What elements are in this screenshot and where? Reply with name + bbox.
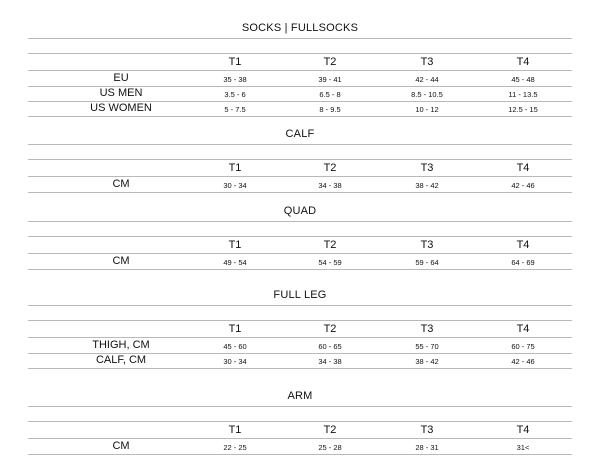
size-value: 42 - 46	[511, 357, 535, 366]
column-header: T4	[516, 162, 530, 174]
divider	[28, 253, 572, 254]
size-value: 54 - 59	[318, 258, 342, 267]
size-value: 8 - 9.5	[319, 105, 341, 114]
size-value: 59 - 64	[415, 258, 439, 267]
divider	[28, 38, 572, 39]
divider	[28, 70, 572, 71]
divider	[28, 320, 572, 321]
divider	[28, 236, 572, 237]
column-header: T2	[323, 239, 337, 251]
size-value: 12.5 - 15	[508, 105, 538, 114]
size-value: 5 - 7.5	[224, 105, 246, 114]
size-value: 34 - 38	[318, 181, 342, 190]
size-value: 64 - 69	[511, 258, 535, 267]
column-header: T3	[420, 239, 434, 251]
column-header: T3	[420, 56, 434, 68]
size-value: 28 - 31	[415, 443, 439, 452]
divider	[28, 159, 572, 160]
size-value: 25 - 28	[318, 443, 342, 452]
column-header: T1	[228, 323, 242, 335]
size-value: 22 - 25	[223, 443, 247, 452]
divider	[28, 368, 572, 369]
column-header: T1	[228, 162, 242, 174]
column-header: T1	[228, 56, 242, 68]
divider	[28, 438, 572, 439]
section-title: QUAD	[283, 205, 317, 217]
divider	[28, 337, 572, 338]
size-value: 60 - 65	[318, 342, 342, 351]
size-value: 31<	[516, 443, 530, 452]
size-value: 45 - 48	[511, 75, 535, 84]
column-header: T4	[516, 239, 530, 251]
size-value: 34 - 38	[318, 357, 342, 366]
row-label: EU	[113, 72, 129, 84]
size-value: 11 - 13.5	[508, 90, 538, 99]
size-value: 42 - 46	[511, 181, 535, 190]
column-header: T4	[516, 56, 530, 68]
column-header: T3	[420, 424, 434, 436]
column-header: T2	[323, 162, 337, 174]
divider	[28, 454, 572, 455]
divider	[28, 53, 572, 54]
row-label: CM	[112, 440, 130, 452]
size-value: 60 - 75	[511, 342, 535, 351]
divider	[28, 305, 572, 306]
column-header: T4	[516, 323, 530, 335]
size-value: 10 - 12	[415, 105, 439, 114]
size-value: 35 - 38	[223, 75, 247, 84]
divider	[28, 221, 572, 222]
column-header: T4	[516, 424, 530, 436]
divider	[28, 269, 572, 270]
section-title: CALF	[285, 128, 315, 140]
size-value: 39 - 41	[318, 75, 342, 84]
size-value: 8.5 - 10.5	[411, 90, 443, 99]
size-value: 55 - 70	[415, 342, 439, 351]
column-header: T2	[323, 424, 337, 436]
size-value: 6.5 - 8	[319, 90, 341, 99]
size-value: 45 - 60	[223, 342, 247, 351]
row-label: THIGH, CM	[92, 339, 150, 351]
divider	[28, 116, 572, 117]
divider	[28, 176, 572, 177]
section-title: ARM	[287, 390, 313, 402]
size-value: 38 - 42	[415, 357, 439, 366]
size-value: 3.5 - 6	[224, 90, 246, 99]
column-header: T1	[228, 239, 242, 251]
row-label: CM	[112, 178, 130, 190]
row-label: CALF, CM	[95, 354, 147, 366]
size-value: 38 - 42	[415, 181, 439, 190]
size-value: 30 - 34	[223, 357, 247, 366]
column-header: T2	[323, 56, 337, 68]
row-label: US WOMEN	[90, 102, 152, 114]
size-value: 30 - 34	[223, 181, 247, 190]
divider	[28, 144, 572, 145]
section-title: FULL LEG	[273, 289, 327, 301]
divider	[28, 421, 572, 422]
row-label: US MEN	[99, 87, 143, 99]
divider	[28, 192, 572, 193]
section-title: SOCKS | FULLSOCKS	[241, 22, 359, 34]
size-value: 42 - 44	[415, 75, 439, 84]
column-header: T3	[420, 323, 434, 335]
size-value: 49 - 54	[223, 258, 247, 267]
row-label: CM	[112, 255, 130, 267]
divider	[28, 406, 572, 407]
column-header: T1	[228, 424, 242, 436]
column-header: T3	[420, 162, 434, 174]
column-header: T2	[323, 323, 337, 335]
